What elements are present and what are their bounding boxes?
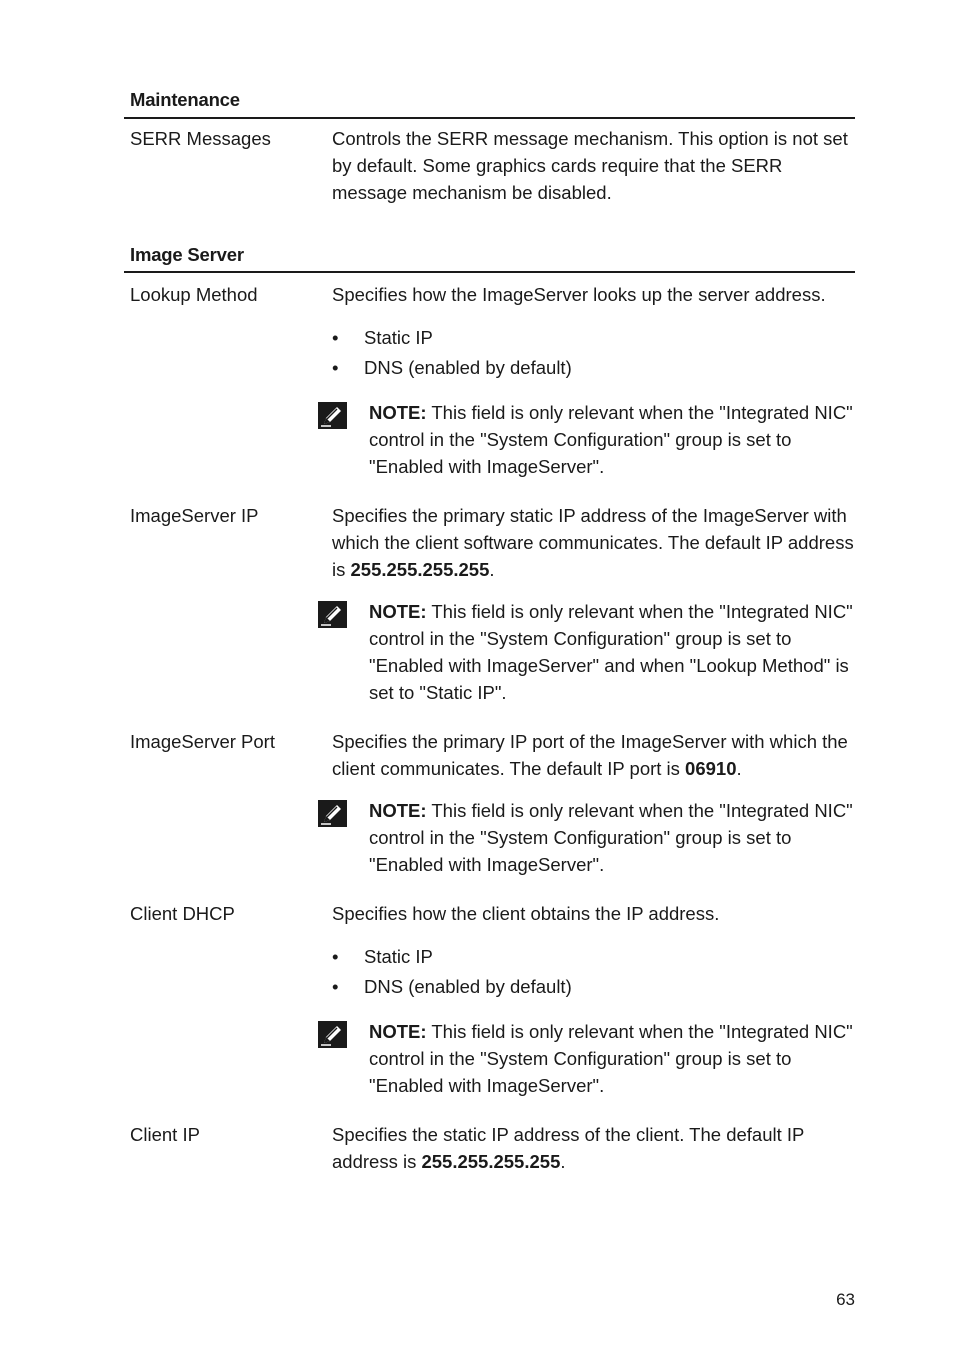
note-pencil-icon [318, 800, 347, 827]
note-imageserver-port: NOTE: This field is only relevant when the "Integrated NIC" control in the "System Configuration" group is set to "Enabled with ImageServer". [318, 797, 855, 878]
page-number: 63 [836, 1290, 855, 1309]
bullet-list-client-dhcp [332, 942, 855, 1002]
note-lookup-method: NOTE: This field is only relevant when the "Integrated NIC" control in the "System Configuration" group is set to "Enabled with ImageServer". [318, 399, 855, 480]
list-item: • Static IP [332, 946, 433, 967]
desc-lookup-method: Specifies how the ImageServer looks up the server address. [332, 284, 826, 305]
desc-imageserver-ip: Specifies the primary static IP address of the ImageServer with which the client software communicates. The default IP address is 255.255.255.255. [332, 505, 854, 580]
note-pencil-icon [318, 1021, 347, 1048]
bullet-list-lookup-method [332, 323, 855, 383]
note-pencil-icon [318, 402, 347, 429]
desc-client-dhcp: Specifies how the client obtains the IP address. [332, 903, 720, 924]
section-rule [124, 117, 855, 119]
note-client-dhcp: NOTE: This field is only relevant when the "Integrated NIC" control in the "System Configuration" group is set to "Enabled with ImageServer". [318, 1018, 855, 1099]
desc-imageserver-port: Specifies the primary IP port of the ImageServer with which the client communicates. The default IP port is 06910. [332, 731, 848, 779]
term-imageserver-port: ImageServer Port [130, 731, 275, 752]
default-value: 06910 [685, 758, 737, 779]
list-item: • DNS (enabled by default) [332, 357, 572, 378]
section-title-image-server: Image Server [130, 244, 244, 265]
default-value: 255.255.255.255 [421, 1151, 561, 1172]
list-item: • DNS (enabled by default) [332, 976, 572, 997]
term-client-ip: Client IP [130, 1124, 200, 1145]
desc-client-ip: Specifies the static IP address of the client. The default IP address is 255.255.255.255. [332, 1124, 805, 1172]
note-imageserver-ip: NOTE: This field is only relevant when the "Integrated NIC" control in the "System Configuration" group is set to "Enabled with ImageServer" and when "Lookup Method" is set to "Static IP". [318, 598, 855, 706]
section-rule [124, 271, 855, 273]
term-client-dhcp: Client DHCP [130, 903, 235, 924]
term-serr-messages: SERR Messages [130, 128, 271, 149]
note-pencil-icon [318, 601, 347, 628]
list-item: • Static IP [332, 327, 433, 348]
desc-serr-messages: Controls the SERR message mechanism. This option is not set by default. Some graphics cards require that the SERR message mechanism be disabled. [332, 128, 848, 203]
term-imageserver-ip: ImageServer IP [130, 505, 259, 526]
section-title-maintenance: Maintenance [130, 89, 240, 110]
default-value: 255.255.255.255 [350, 559, 490, 580]
term-lookup-method: Lookup Method [130, 284, 258, 305]
